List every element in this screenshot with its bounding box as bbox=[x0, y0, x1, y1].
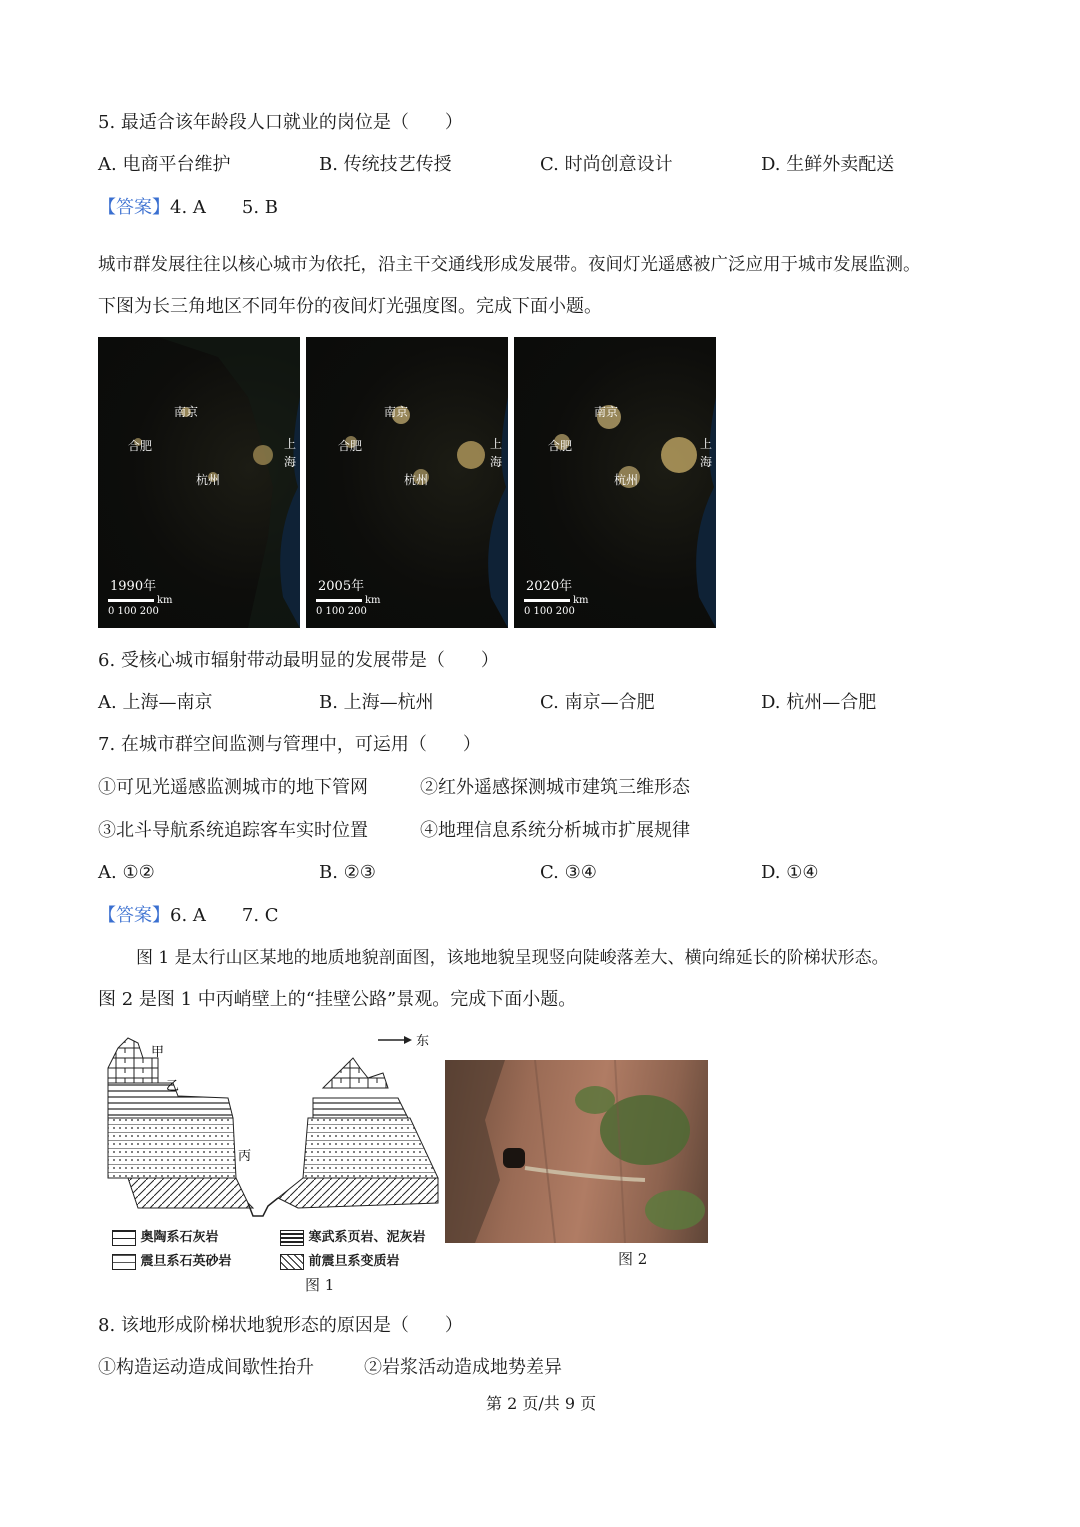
q8-item-2: ②岩浆活动造成地势差异 bbox=[364, 1357, 562, 1378]
label-bing: 丙 bbox=[238, 1149, 252, 1164]
night-light-map-2020 bbox=[514, 337, 716, 628]
night-light-map-1990 bbox=[98, 337, 300, 628]
answer-text: 4. A 5. B bbox=[170, 197, 279, 218]
scale-text: 0 100 200 bbox=[524, 606, 575, 617]
q5-option-d: D. 生鲜外卖配送 bbox=[761, 154, 895, 175]
map-year: 1990年 bbox=[110, 579, 157, 594]
q5-option-c: C. 时尚创意设计 bbox=[540, 154, 673, 175]
answer-block-1 bbox=[98, 196, 278, 220]
shale-right bbox=[313, 1098, 408, 1118]
map-year: 2020年 bbox=[526, 579, 573, 594]
scale-unit: km bbox=[365, 595, 381, 606]
map-scale bbox=[316, 595, 381, 617]
q7-option-a: A. ①② bbox=[98, 862, 155, 883]
scale-bar bbox=[108, 599, 154, 602]
sandstone-left bbox=[108, 1118, 236, 1178]
q6-option-b: B. 上海—杭州 bbox=[319, 692, 434, 713]
answer-text: 6. A 7. C bbox=[170, 905, 279, 926]
legend-label: 震旦系石英砂岩 bbox=[140, 1254, 232, 1269]
scale-text: 0 100 200 bbox=[316, 606, 367, 617]
label-shanghai-2: 海 bbox=[490, 455, 503, 469]
legend-limestone bbox=[112, 1226, 219, 1246]
q8-item-1: ①构造运动造成间歇性抬升 bbox=[98, 1357, 314, 1378]
label-hangzhou: 杭州 bbox=[196, 473, 221, 487]
label-nanjing: 南京 bbox=[174, 405, 199, 419]
legend-metamorphic bbox=[280, 1250, 400, 1270]
intro3-line1: 图 1 是太行山区某地的地质地貌剖面图，该地地貌呈现竖向陡峻落差大、横向绵延长的阶梯状形态。 bbox=[136, 948, 889, 968]
metamorphic-left bbox=[128, 1178, 253, 1208]
label-hangzhou: 杭州 bbox=[614, 473, 639, 487]
q5-option-b: B. 传统技艺传授 bbox=[319, 154, 452, 175]
label-east: 东 bbox=[416, 1034, 430, 1049]
legend-label: 前震旦系变质岩 bbox=[308, 1254, 400, 1269]
q7-item-4: ④地理信息系统分析城市扩展规律 bbox=[420, 820, 690, 841]
sandstone-right bbox=[303, 1118, 438, 1178]
legend-shale bbox=[280, 1226, 426, 1246]
label-shanghai-2: 海 bbox=[284, 455, 297, 469]
scale-bar bbox=[316, 599, 362, 602]
scale-unit: km bbox=[157, 595, 173, 606]
legend-label: 奥陶系石灰岩 bbox=[140, 1230, 219, 1245]
label-hangzhou: 杭州 bbox=[404, 473, 429, 487]
q7-stem: 7. 在城市群空间监测与管理中，可运用（ ） bbox=[98, 734, 481, 755]
legend-swatch bbox=[112, 1254, 136, 1270]
q7-option-d: D. ①④ bbox=[761, 862, 819, 883]
legend-swatch bbox=[280, 1254, 304, 1270]
legend-swatch bbox=[280, 1230, 304, 1246]
legend-sandstone bbox=[112, 1250, 232, 1270]
q7-item-3: ③北斗导航系统追踪客车实时位置 bbox=[98, 820, 368, 841]
q6-option-a: A. 上海—南京 bbox=[98, 692, 213, 713]
answer-tag: 【答案】 bbox=[98, 197, 170, 218]
q8-stem: 8. 该地形成阶梯状地貌形态的原因是（ ） bbox=[98, 1315, 463, 1336]
map-scale bbox=[108, 595, 173, 617]
map-year: 2005年 bbox=[318, 579, 365, 594]
intro2-line1: 城市群发展往往以核心城市为依托，沿主干交通线形成发展带。夜间灯光遥感被广泛应用于城市发展监测。 bbox=[98, 255, 921, 275]
figure-2-caption: 图 2 bbox=[618, 1250, 648, 1268]
q7-option-b: B. ②③ bbox=[319, 862, 376, 883]
q7-item-1: ①可见光遥感监测城市的地下管网 bbox=[98, 777, 368, 798]
q5-stem: 5. 最适合该年龄段人口就业的岗位是（ ） bbox=[98, 112, 463, 133]
label-hefei: 合肥 bbox=[128, 439, 153, 453]
label-shanghai-2: 海 bbox=[700, 455, 713, 469]
q5-option-a: A. 电商平台维护 bbox=[98, 154, 231, 175]
q7-item-2: ②红外遥感探测城市建筑三维形态 bbox=[420, 777, 690, 798]
q6-option-c: C. 南京—合肥 bbox=[540, 692, 655, 713]
limestone-right-top bbox=[323, 1058, 388, 1088]
label-jia: 甲 bbox=[151, 1045, 165, 1060]
scale-text: 0 100 200 bbox=[108, 606, 159, 617]
geologic-cross-section bbox=[98, 1028, 443, 1223]
page-footer: 第 2 页/共 9 页 bbox=[486, 1394, 597, 1413]
q7-option-c: C. ③④ bbox=[540, 862, 597, 883]
scale-bar bbox=[524, 599, 570, 602]
label-nanjing: 南京 bbox=[384, 405, 409, 419]
label-hefei: 合肥 bbox=[338, 439, 363, 453]
night-light-map-2005 bbox=[306, 337, 508, 628]
answer-tag: 【答案】 bbox=[98, 905, 170, 926]
cliff-road-photo bbox=[445, 1060, 708, 1243]
photo-graphic bbox=[445, 1060, 708, 1243]
label-hefei: 合肥 bbox=[548, 439, 573, 453]
label-shanghai-1: 上 bbox=[284, 437, 297, 451]
legend-label: 寒武系页岩、泥灰岩 bbox=[308, 1230, 426, 1245]
label-nanjing: 南京 bbox=[594, 405, 619, 419]
q6-option-d: D. 杭州—合肥 bbox=[761, 692, 877, 713]
intro3-line2: 图 2 是图 1 中丙峭壁上的“挂壁公路”景观。完成下面小题。 bbox=[98, 989, 577, 1010]
answer-block-2 bbox=[98, 904, 279, 928]
label-yi: 乙 bbox=[166, 1079, 180, 1094]
legend-swatch bbox=[112, 1230, 136, 1246]
map-scale bbox=[524, 595, 589, 617]
q6-stem: 6. 受核心城市辐射带动最明显的发展带是（ ） bbox=[98, 650, 499, 671]
label-shanghai-1: 上 bbox=[490, 437, 503, 451]
intro2-line2: 下图为长三角地区不同年份的夜间灯光强度图。完成下面小题。 bbox=[98, 296, 602, 317]
metamorphic-right bbox=[278, 1178, 438, 1208]
label-shanghai-1: 上 bbox=[700, 437, 713, 451]
scale-unit: km bbox=[573, 595, 589, 606]
arrow-head-icon bbox=[404, 1036, 412, 1044]
figure-1-caption: 图 1 bbox=[305, 1276, 335, 1294]
